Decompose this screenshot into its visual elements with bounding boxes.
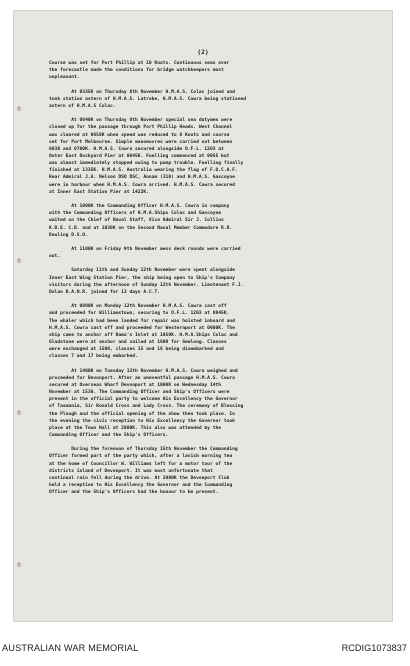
paragraph: At 1400K on Tuesday 13th November H.M.A.S. Cowra weighed and proceeded for Devonport. After an uneventful passage H.M.A.S. Cowra secured at Overseas Wharf Devonport at 1000K on Wednesday 14th November at 1530. The Commanding Officer and Ship's Officers were present in the official party to welcome His Excellency the Governor of Tasmania, Sir Ronald Cross and Lady Cross. The ceremony of Blessing the Plough and the official opening of the show then took place. In the evening the civic reception to His Excellency the Governor took place at the Town Hall at 2000K. This also was attended by the Commanding Officer and the Ship's Officers. xyxy=(49,368,244,439)
paragraph: At 0640K on Thursday 8th November special sea dutymen were closed up for the passage through Port Phillip Heads. West Channel was cleared at 0650K when speed was reduced to 8 Knots and course set for Port Melbourne. Simple manoeuvres were carried out between 0830 and 0700K. H.M.A.S. Cowra secured alongside O.F.L. 1203 at Outer East Dockyard Pier at 0845K. Fuelling commenced at 0955 but was almost immediately stopped owing to pump trouble. Fuelling finally finished at 1335K. H.M.A.S. Australia wearing the flag of F.O.C.A.F. Rear Admiral J.A. Nelson DSO DSC, Annam (310) and H.M.A.S. Gascoyne were in harbour when H.M.A.S. Cowra arrived. H.M.A.S. Cowra secured at Inner East Station Pier at 1422K. xyxy=(49,118,244,195)
binding-hole xyxy=(17,106,21,111)
paragraph: At 1100K on Friday 9th November mess deck rounds were carried out. xyxy=(49,247,241,260)
binding-hole xyxy=(17,258,21,263)
paragraph: During the forenoon of Thursday 15th November the Commanding Officer formed part of the party which, after a lavish morning tea at the home of Councillor W. Williams left for a motor tour of the districts inland of Devonport. It was most unfortunate that continual rain fell during the drive. At 2000K the Devonport Club held a reception to His Excellency the Governor and the Commanding Officer and the Ship's Officers had the honour to be present. xyxy=(49,447,238,496)
paragraph: Course was set for Port Phillip at 10 Knots. Continuous seas over the forecastle made the conditions for bridge watchkeepers most unpleasant. xyxy=(49,61,230,81)
record-id: RCDIG1073837 xyxy=(341,643,407,653)
paragraph: At 0335K on Thursday 8th November H.M.A.S. Colac joined and took station astern of H.M.A.S. Latrobe, H.M.A.S. Cowra being stationed astern of H.M.A.S Colac. xyxy=(49,89,247,109)
archive-name: AUSTRALIAN WAR MEMORIAL xyxy=(2,643,139,653)
document-body xyxy=(49,60,387,496)
paragraph: At 1000K the Commanding Officer H.M.A.S. Cowra in company with the Commanding Officers of H.M.A.Ships Colac and Gascoyne waited on the Chief of Naval Staff, Vice Admiral Sir J. Collins K.B.E. C.B. and at 1030K on the Second Naval Member Commodore R.R. Dowling D.S.O. xyxy=(49,204,233,238)
archive-footer xyxy=(0,640,410,660)
binding-hole xyxy=(17,410,21,415)
binding-hole xyxy=(17,562,21,567)
document-page xyxy=(13,10,393,622)
paragraph: Saturday 11th and Sunday 12th November were spent alongside Inner East Wing Station Pier, the ship being open to Ship's Company visitors during the afternoon of Sunday 12th November. Lieutenant F.J. Dolan R.A.N.R. joined for 13 days A.C.T. xyxy=(49,268,244,295)
paragraph: At 0800K on Monday 12th November H.M.A.S. Cowra cast off and proceeded for Williamstown, securing to O.F.L. 1203 at 0845K. The whaler which had been landed for repair was hoisted inboard and H.M.A.S. Cowra cast off and proceeded for Westernport at 0900K. The ship came to anchor off Rama's Inlet at 1050K. H.M.A.Ships Colac and Gladstone were at anchor and sailed at 1600 for Geelong. Classes were exchanged at 1500, classes 15 and 16 being disembarked and classes 7 and 17 being embarked. xyxy=(49,304,238,360)
page-number: (2) xyxy=(197,48,209,56)
